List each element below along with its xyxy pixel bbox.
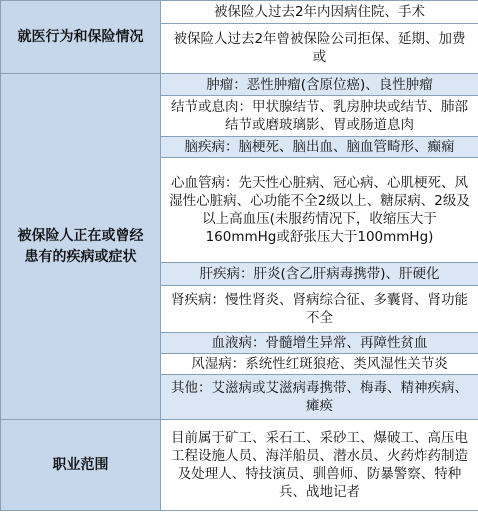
category-cell: 职业范围 (1, 420, 161, 511)
condition-cell: 目前属于矿工、采石工、采砂工、爆破工、高压电工程设施人员、海洋船员、潜水员、火药炸药制造及处理人、特技演员、驯兽师、防暴警察、特种兵、战地记者 (161, 420, 478, 511)
condition-cell: 心血管病：先天性心脏病、冠心病、心肌梗死、风湿性心脏病、心功能不全2级以上、糖尿病、2级及以上高血压(未服药情况下，收缩压大于160mmHg或舒张压大于100mmHg) (161, 158, 478, 263)
table-row (1, 420, 478, 511)
condition-cell: 脑疾病：脑梗死、脑出血、脑血管畸形、癫痫 (161, 137, 478, 158)
condition-cell: 被保险人过去2年内因病住院、手术 (161, 1, 478, 24)
condition-cell: 肝疾病：肝炎(含乙肝病毒携带)、肝硬化 (161, 263, 478, 286)
condition-cell: 血液病：骨髓增生异常、再障性贫血 (161, 333, 478, 354)
category-cell: 被保险人正在或曾经患有的疾病或症状 (1, 74, 161, 420)
condition-cell: 肿瘤：恶性肿瘤(含原位癌)、良性肿瘤 (161, 74, 478, 96)
condition-cell: 被保险人过去2年曾被保险公司拒保、延期、加费或 (161, 23, 478, 73)
category-cell: 就医行为和保险情况 (1, 1, 161, 74)
table-row (1, 74, 478, 96)
table-row (1, 1, 478, 24)
condition-cell: 肾疾病：慢性肾炎、肾病综合征、多囊肾、肾功能不全 (161, 286, 478, 333)
condition-cell: 结节或息肉：甲状腺结节、乳房肿块或结节、肺部结节或磨玻璃影、胃或肠道息肉 (161, 96, 478, 137)
condition-cell: 风湿病：系统性红斑狼疮、类风湿性关节炎 (161, 354, 478, 375)
condition-cell: 其他：艾滋病或艾滋病毒携带、梅毒、精神疾病、瘫痪 (161, 375, 478, 420)
